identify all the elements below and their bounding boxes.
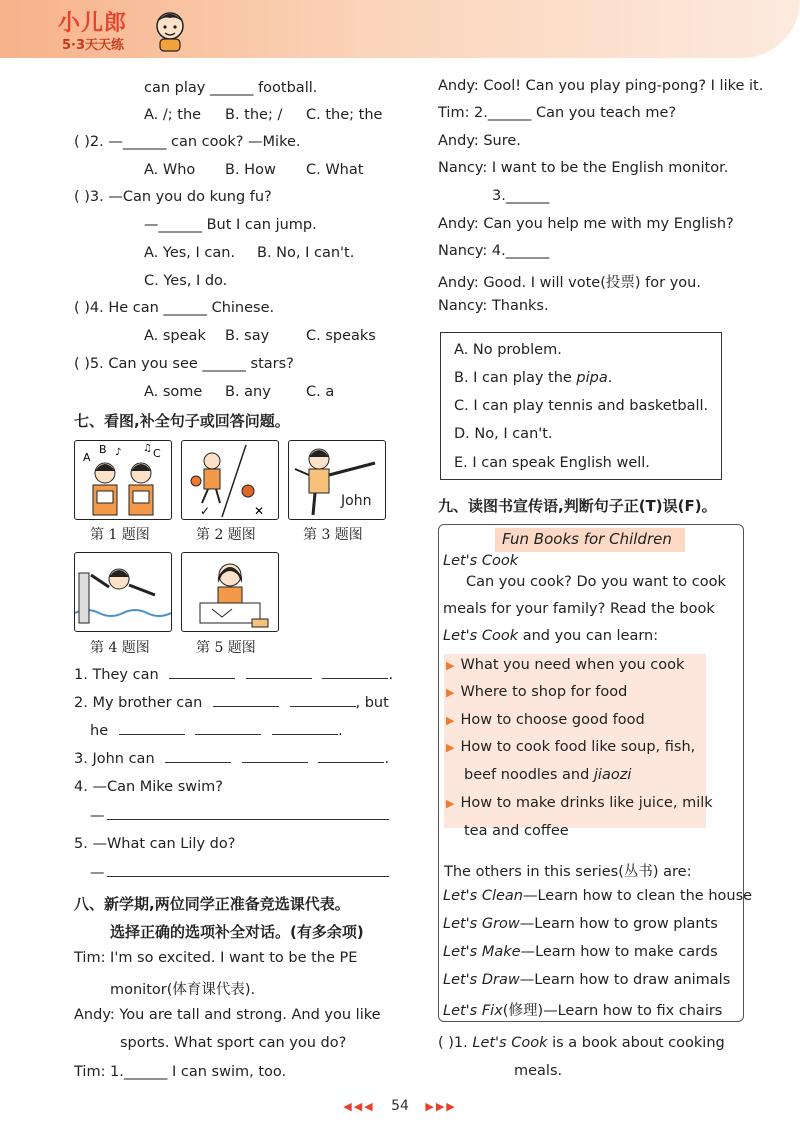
judge-question-1 <box>438 1035 725 1051</box>
question-4: ( )4. He can ______ Chinese. <box>74 300 275 316</box>
book-title: Fun Books for Children <box>502 530 672 548</box>
answer-blank[interactable] <box>165 762 231 763</box>
series-intro: The others in this series(丛书) are: <box>444 864 692 880</box>
singing-kids-illustration <box>75 441 171 519</box>
bullet-3 <box>446 712 645 728</box>
option-d: D. No, I can't. <box>454 426 553 442</box>
answer-blank[interactable] <box>107 819 389 820</box>
caption-1: 第 1 题图 <box>90 527 150 543</box>
answer-blank[interactable] <box>272 734 338 735</box>
section-9-title: 九、读图书宣传语,判断句子正(T)误(F)。 <box>438 497 717 515</box>
judge-1-book: Let's Cook <box>472 1035 548 1051</box>
bullet-1 <box>446 657 684 673</box>
answer-blank[interactable] <box>119 734 185 735</box>
answer-line-4 <box>90 808 389 824</box>
brand-subtitle: 5·3天天练 <box>62 38 125 53</box>
series-item-1 <box>443 888 752 904</box>
bullet-4-text: How to cook food like soup, fish, <box>460 739 696 755</box>
swimming-boy-illustration <box>75 553 171 631</box>
q1-option-b: B. the; / <box>225 107 283 123</box>
bullet-2-text: Where to shop for food <box>460 684 628 700</box>
caption-3: 第 3 题图 <box>303 527 363 543</box>
svg-text:✕: ✕ <box>254 504 265 518</box>
series-4-name: Let's Draw <box>443 972 520 988</box>
answer-blank[interactable] <box>318 762 384 763</box>
caption-4: 第 4 题图 <box>90 640 150 656</box>
series-1-desc: —Learn how to clean the house <box>522 888 753 904</box>
q2-option-c: C. What <box>306 162 364 178</box>
answer-blank[interactable] <box>246 678 312 679</box>
q1-continuation: can play ______ football. <box>144 80 318 96</box>
bullet-4 <box>446 739 695 755</box>
dialog-andy-1: Andy: You are tall and strong. And you like <box>74 1007 381 1023</box>
question-s5: 5. —What can Lily do? <box>74 836 236 852</box>
dialog-tim-2: Tim: 1.______ I can swim, too. <box>74 1064 287 1080</box>
q1-option-a: A. /; the <box>144 107 202 123</box>
dialog-andy-2: Andy: Cool! Can you play ping-pong? I like it. <box>438 78 764 94</box>
intro-rest: and you can learn: <box>518 628 659 644</box>
series-2-name: Let's Grow <box>443 916 520 932</box>
dialog-tim-1: Tim: I'm so excited. I want to be the PE <box>74 950 358 966</box>
picture-3 <box>288 440 386 520</box>
intro-line-3 <box>443 628 658 644</box>
intro-line-1: Can you cook? Do you want to cook <box>466 574 726 590</box>
dialog-nancy-2: Nancy: 4.______ <box>438 243 550 259</box>
page-footer <box>0 1098 800 1114</box>
question-2: ( )2. —______ can cook? —Mike. <box>74 134 301 150</box>
picture-1 <box>74 440 172 520</box>
sentence-2-but: , but <box>355 695 389 711</box>
bullet-3-text: How to choose good food <box>460 712 645 728</box>
section-8-title: 八、新学期,两位同学正准备竞选课代表。 <box>74 895 350 913</box>
option-e: E. I can speak English well. <box>454 455 650 471</box>
dash: — <box>90 865 105 881</box>
option-b <box>454 370 612 386</box>
question-5: ( )5. Can you see ______ stars? <box>74 356 294 372</box>
dialog-nancy-1b: 3.______ <box>492 188 550 204</box>
q2-option-b: B. How <box>225 162 276 178</box>
dialog-tim-3: Tim: 2.______ Can you teach me? <box>438 105 677 121</box>
picture-3-name: John <box>341 493 372 509</box>
judge-1-paren: ( )1. <box>438 1035 473 1051</box>
dialog-tim-1b: monitor(体育课代表). <box>110 982 256 998</box>
left-arrows-icon: ◀◀◀ <box>343 1100 375 1113</box>
series-1-name: Let's Clean <box>443 888 523 904</box>
bullet-5 <box>446 795 713 811</box>
option-b-text: B. I can play the <box>454 370 577 386</box>
intro-book-name: Let's Cook <box>443 628 519 644</box>
bullet-4b-text: beef noodles and <box>464 767 594 783</box>
answer-blank[interactable] <box>195 734 261 735</box>
series-5-desc: (修理)—Learn how to fix chairs <box>502 1003 723 1019</box>
svg-text:♪: ♪ <box>115 447 122 458</box>
dialog-andy-4: Andy: Can you help me with my English? <box>438 216 734 232</box>
bullet-arrow-icon: ▶ <box>446 714 455 727</box>
series-4-desc: —Learn how to draw animals <box>519 972 731 988</box>
dialog-andy-3: Andy: Sure. <box>438 133 521 149</box>
q4-option-a: A. speak <box>144 328 206 344</box>
option-b-pipa: pipa <box>576 370 608 386</box>
sentence-3: 3. John can . <box>74 751 390 767</box>
svg-text:✓: ✓ <box>200 504 211 518</box>
section-7-title: 七、看图,补全句子或回答问题。 <box>74 412 290 430</box>
q3-option-a: A. Yes, I can. <box>144 245 236 261</box>
judge-1-text: is a book about cooking <box>547 1035 725 1051</box>
question-3-line2: —______ But I can jump. <box>144 217 317 233</box>
question-s4: 4. —Can Mike swim? <box>74 779 223 795</box>
series-5-name: Let's Fix <box>443 1003 503 1019</box>
dialog-nancy-1: Nancy: I want to be the English monitor. <box>438 160 729 176</box>
page-number: 54 <box>391 1098 409 1114</box>
q5-option-a: A. some <box>144 384 203 400</box>
sentence-2-he: he <box>90 723 109 739</box>
bullet-4b-jiaozi: jiaozi <box>593 767 632 783</box>
answer-blank[interactable] <box>169 678 235 679</box>
answer-blank[interactable] <box>322 678 388 679</box>
q5-option-c: C. a <box>306 384 335 400</box>
answer-blank[interactable] <box>242 762 308 763</box>
intro-line-2: meals for your family? Read the book <box>443 601 715 617</box>
right-arrows-icon: ▶▶▶ <box>425 1100 457 1113</box>
svg-text:A: A <box>83 451 91 464</box>
answer-blank[interactable] <box>213 706 279 707</box>
judge-question-1-line2: meals. <box>514 1063 563 1079</box>
brand-logo: 小儿郎 <box>58 11 128 36</box>
series-item-2 <box>443 916 718 932</box>
series-item-5 <box>443 999 722 1020</box>
bullet-2 <box>446 684 627 700</box>
q3-option-b: B. No, I can't. <box>257 245 355 261</box>
sentence-3-text: 3. John can <box>74 751 155 767</box>
q2-option-a: A. Who <box>144 162 196 178</box>
mascot-icon <box>150 8 190 52</box>
picture-4 <box>74 552 172 632</box>
sentence-1: 1. They can . <box>74 667 394 683</box>
svg-text:B: B <box>99 443 107 456</box>
answer-blank[interactable] <box>290 706 356 707</box>
series-3-name: Let's Make <box>443 944 521 960</box>
bullet-arrow-icon: ▶ <box>446 797 455 810</box>
series-3-desc: —Learn how to make cards <box>520 944 718 960</box>
dash: — <box>90 808 105 824</box>
option-c: C. I can play tennis and basketball. <box>454 398 709 414</box>
caption-2: 第 2 题图 <box>196 527 256 543</box>
bullet-5-text: How to make drinks like juice, milk <box>460 795 713 811</box>
series-2-desc: —Learn how to grow plants <box>519 916 718 932</box>
sentence-2-text: 2. My brother can <box>74 695 203 711</box>
svg-text:♫: ♫ <box>143 443 152 454</box>
q1-option-c: C. the; the <box>306 107 383 123</box>
series-item-4 <box>443 972 730 988</box>
series-item-3 <box>443 944 718 960</box>
sentence-2-line2: he . <box>90 723 343 739</box>
bullet-arrow-icon: ▶ <box>446 659 455 672</box>
dialog-andy-1b: sports. What sport can you do? <box>120 1035 347 1051</box>
drawing-girl-illustration <box>182 553 278 631</box>
picture-5 <box>181 552 279 632</box>
bullet-4-line2 <box>464 767 631 783</box>
bullet-arrow-icon: ▶ <box>446 686 455 699</box>
answer-blank[interactable] <box>107 876 389 877</box>
bullet-1-text: What you need when you cook <box>460 657 685 673</box>
caption-5: 第 5 题图 <box>196 640 256 656</box>
bullet-arrow-icon: ▶ <box>446 741 455 754</box>
football-basketball-illustration <box>182 441 278 519</box>
dialog-andy-5: Andy: Good. I will vote(投票) for you. <box>438 275 701 291</box>
q5-option-b: B. any <box>225 384 271 400</box>
bullet-5-line2: tea and coffee <box>464 823 569 839</box>
sentence-2 <box>74 695 389 711</box>
question-3: ( )3. —Can you do kung fu? <box>74 189 272 205</box>
dialog-nancy-3: Nancy: Thanks. <box>438 298 549 314</box>
section-8-title-line2: 选择正确的选项补全对话。(有多余项) <box>110 923 364 941</box>
q3-option-c: C. Yes, I do. <box>144 273 228 289</box>
lets-cook-heading: Let's Cook <box>443 553 519 569</box>
option-a: A. No problem. <box>454 342 562 358</box>
q4-option-c: C. speaks <box>306 328 376 344</box>
option-b-end: . <box>607 370 613 386</box>
answer-line-5 <box>90 865 389 881</box>
sentence-1-text: 1. They can <box>74 667 159 683</box>
svg-text:C: C <box>153 447 161 460</box>
picture-2 <box>181 440 279 520</box>
q4-option-b: B. say <box>225 328 270 344</box>
